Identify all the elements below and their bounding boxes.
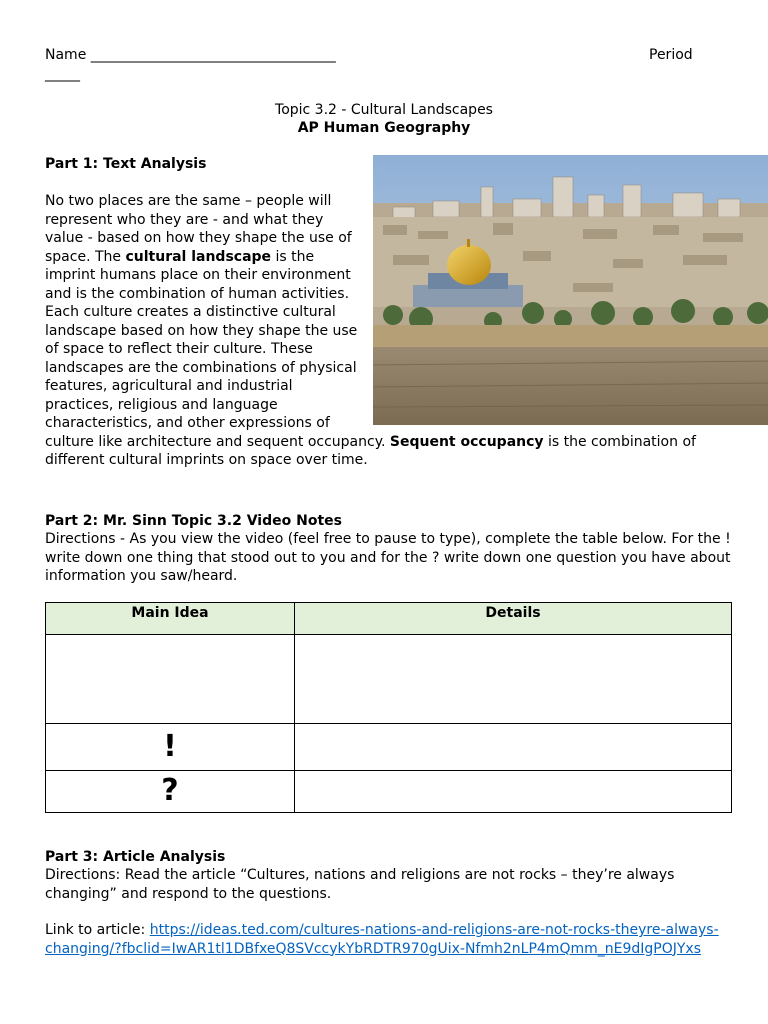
term-sequent-occupancy: Sequent occupancy: [389, 433, 544, 450]
exclaim-details-cell[interactable]: [295, 724, 732, 771]
topic-title: Topic 3.2 - Cultural Landscapes: [275, 102, 493, 118]
article-link-line: [45, 921, 735, 958]
details-cell[interactable]: [295, 635, 732, 724]
header-main-idea: Main Idea: [46, 603, 295, 635]
main-idea-cell[interactable]: [46, 635, 295, 724]
header-details: Details: [295, 603, 732, 635]
exclaim-label-cell: !: [46, 724, 295, 771]
link-label: Link to article:: [45, 922, 150, 938]
part1-text-c: is the combination of different cultural imprints on space over time.: [45, 433, 696, 468]
course-title: AP Human Geography: [297, 120, 471, 136]
period-field-line[interactable]: _____: [45, 66, 80, 82]
part3-heading: Part 3: Article Analysis: [45, 849, 226, 865]
part1-text-b: is the imprint humans place on their environment and is the combination of human activities. Each culture creates a distinctive cultural landscape based on how they shape the use of space to reflect their culture. These landscapes are the combinations of physical features, agricultural and industrial practices, religious and language characteristics, and other expressions of culture like architecture and sequent occupancy.: [45, 248, 390, 450]
part2-heading: Part 2: Mr. Sinn Topic 3.2 Video Notes: [45, 513, 342, 529]
question-details-cell[interactable]: [295, 771, 732, 813]
jerusalem-landscape-photo: [373, 155, 768, 425]
part2-directions: Directions - As you view the video (feel free to pause to type), complete the table below. For the ! write down one thing that stood out to you and for the ? write down one question you have about information you saw/heard.: [45, 531, 731, 584]
question-label-cell: ?: [46, 771, 295, 813]
part1-paragraph: [45, 192, 725, 470]
video-notes-table: [45, 602, 732, 813]
part1-heading: Part 1: Text Analysis: [45, 156, 207, 172]
article-link[interactable]: https://ideas.ted.com/cultures-nations-and-religions-are-not-rocks-theyre-always-changing/?fbclid=IwAR1tl1DBfxeQ8SVccykYbRDTR970gUix-Nfmh2nLP4mQmm_nE9dIgPOJYxs: [45, 922, 719, 957]
part3-directions: Directions: Read the article “Cultures, nations and religions are not rocks – they’re always changing” and respond to the questions.: [45, 867, 675, 902]
period-label: Period: [649, 47, 693, 63]
part1-text-a: No two places are the same – people will represent who they are - and what they value - based on how they shape the use of space. The: [45, 193, 352, 265]
name-field-line[interactable]: Name ___________________________________: [45, 47, 336, 63]
term-cultural-landscape: cultural landscape: [125, 248, 272, 265]
